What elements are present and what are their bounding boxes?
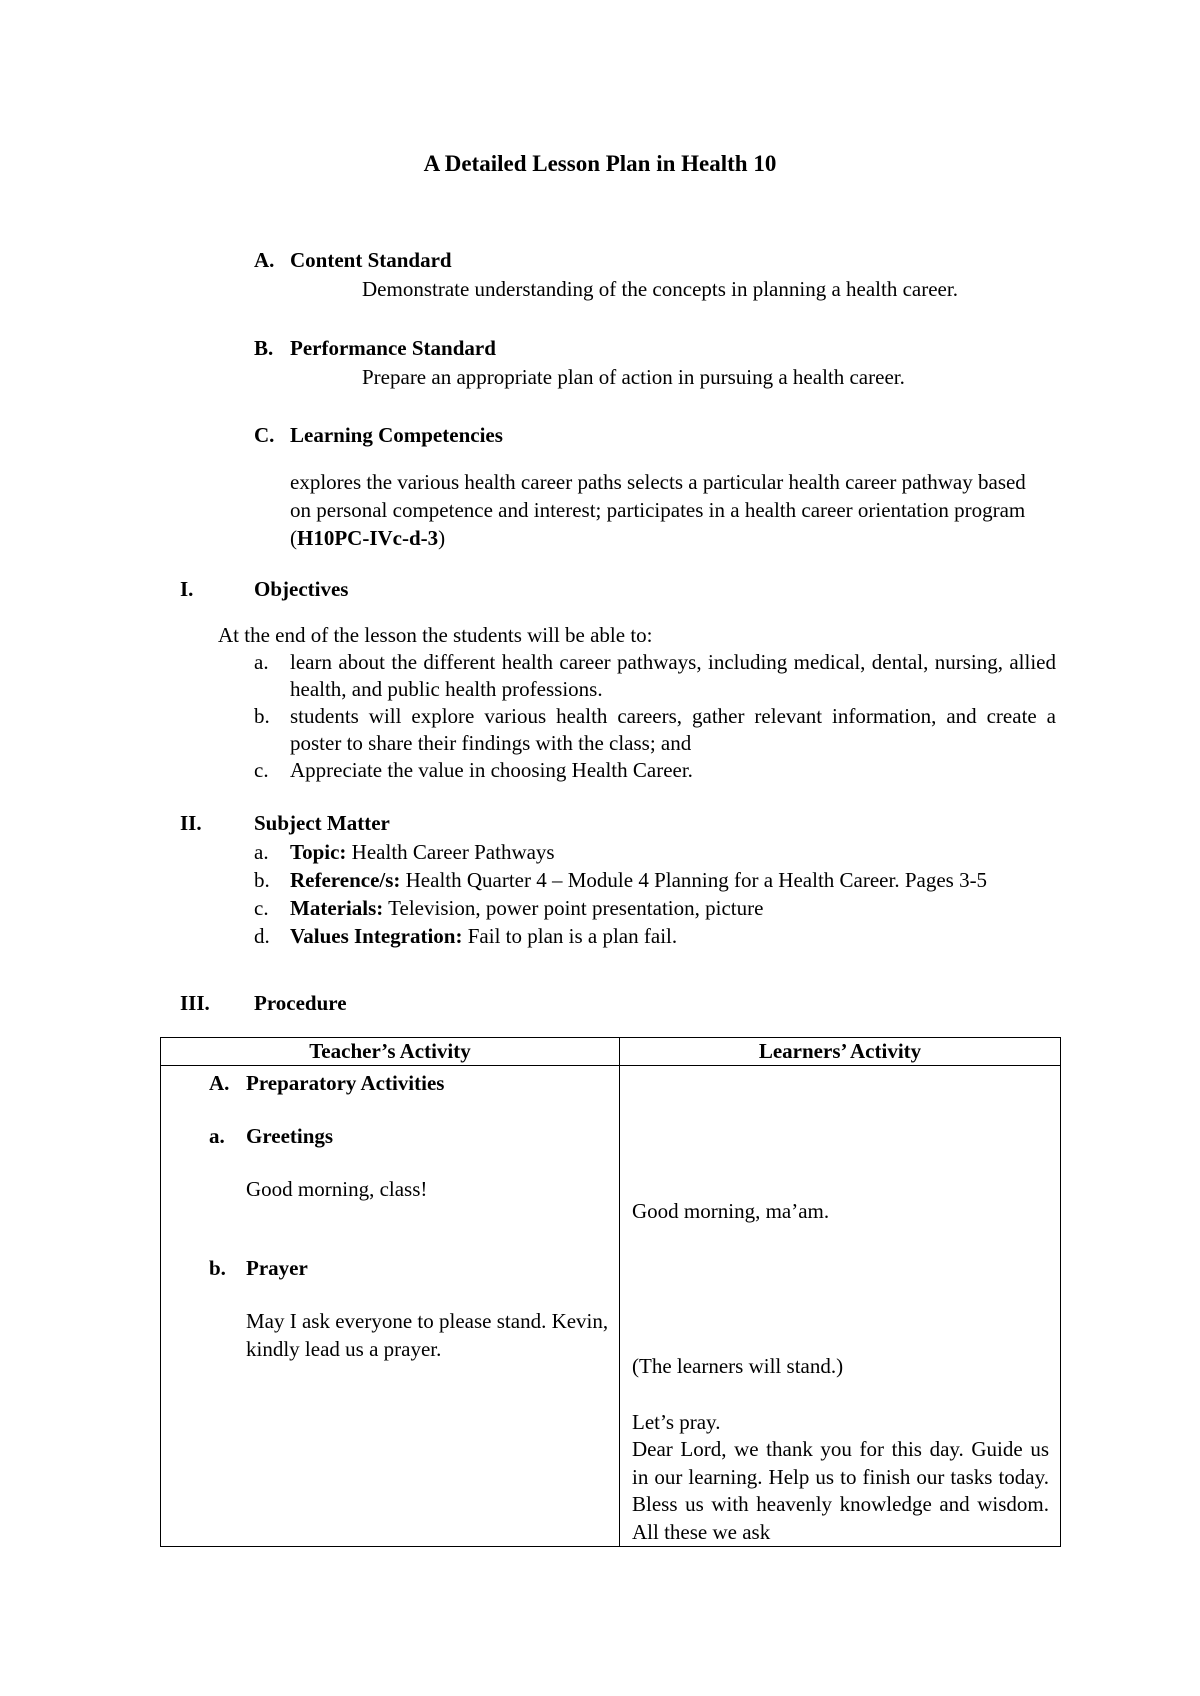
learners-activity-header: Learners’ Activity <box>620 1038 1061 1066</box>
subject-matter-numeral: II. <box>180 811 202 835</box>
standard-a-marker: A. <box>254 248 275 272</box>
lets-pray-text: Let’s pray. <box>632 1410 721 1434</box>
greetings-text: Good morning, class! <box>246 1177 428 1201</box>
greetings-reply-text: Good morning, ma’am. <box>632 1199 830 1223</box>
objective-item-b: b. students will explore various health careers, gather relevant information, and create a poster to share their findings with the class; and <box>254 704 1056 755</box>
subject-item-values: d. Values Integration: Fail to plan is a plan fail. <box>254 924 678 948</box>
prep-heading: Preparatory Activities <box>246 1071 445 1095</box>
procedure-heading: Procedure <box>254 991 347 1015</box>
subject-item-reference: b. Reference/s: Health Quarter 4 – Module 4 Planning for a Health Career. Pages 3-5 <box>254 868 988 892</box>
objective-item-a: a. learn about the different health career pathways, including medical, dental, nursing, allied health, and public health professions. <box>254 650 1056 701</box>
competency-description: explores the various health career paths selects a particular health career pathway based on personal competence and interest; participates in a health career orientation program ( <box>290 470 1026 550</box>
subject-matter-list <box>254 838 1056 950</box>
learning-competencies-text <box>290 468 1030 552</box>
performance-standard-heading: Performance Standard <box>290 336 496 360</box>
prayer-text: Dear Lord, we thank you for this day. Guide us in our learning. Help us to finish our tasks today. Bless us with heavenly knowledge and wisdom. All these we ask <box>632 1437 1049 1544</box>
greetings-marker: a. <box>209 1124 225 1148</box>
prayer-heading: Prayer <box>246 1256 308 1280</box>
competency-close: ) <box>438 526 446 550</box>
standard-b-marker: B. <box>254 336 274 360</box>
prayer-marker: b. <box>209 1256 226 1280</box>
standard-c-marker: C. <box>254 423 275 447</box>
greetings-heading: Greetings <box>246 1124 334 1148</box>
procedure-row <box>161 1066 1061 1547</box>
procedure-header-row <box>161 1038 1061 1066</box>
content-standard-heading: Content Standard <box>290 248 452 272</box>
competency-code: H10PC-IVc-d-3 <box>297 526 439 550</box>
prep-marker: A. <box>209 1071 230 1095</box>
subject-matter-heading: Subject Matter <box>254 811 390 835</box>
procedure-numeral: III. <box>180 991 210 1015</box>
objectives-list <box>254 649 1056 784</box>
teacher-activity-header: Teacher’s Activity <box>161 1038 620 1066</box>
objectives-intro: At the end of the lesson the students will be able to: <box>218 623 653 647</box>
objectives-numeral: I. <box>180 577 194 601</box>
teacher-activity-cell <box>161 1066 620 1547</box>
objective-item-c: c. Appreciate the value in choosing Health Career. <box>254 758 693 782</box>
procedure-table <box>160 1037 1061 1547</box>
learners-stand-text: (The learners will stand.) <box>632 1354 844 1378</box>
objectives-heading: Objectives <box>254 577 349 601</box>
learning-competencies-heading: Learning Competencies <box>290 423 503 447</box>
learners-activity-cell <box>620 1066 1061 1547</box>
subject-item-materials: c. Materials: Television, power point presentation, picture <box>254 896 764 920</box>
prayer-instruction-text: May I ask everyone to please stand. Kevin, kindly lead us a prayer. <box>246 1309 609 1361</box>
subject-item-topic: a. Topic: Health Career Pathways <box>254 840 555 864</box>
page-title: A Detailed Lesson Plan in Health 10 <box>423 151 777 176</box>
content-standard-text: Demonstrate understanding of the concepts in planning a health career. <box>362 277 958 301</box>
performance-standard-text: Prepare an appropriate plan of action in pursuing a health career. <box>362 365 905 389</box>
